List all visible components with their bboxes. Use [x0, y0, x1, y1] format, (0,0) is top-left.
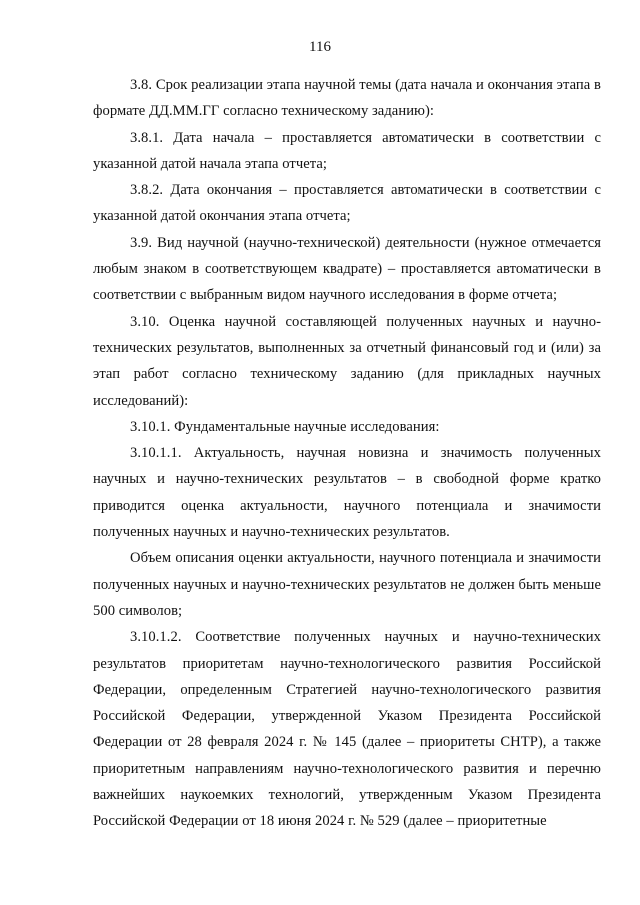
- paragraph-3-8: 3.8. Срок реализации этапа научной темы (дата начала и окончания этапа в формате ДД.ММ.ГГ согласно техническому заданию):: [93, 77, 601, 120]
- paragraph-3-10-1-2: 3.10.1.2. Соответствие полученных научных и научно-технических результатов приоритетам научно-технологического развития Российской Федерации, определенным Стратегией научно-технологического развития Российской Федерации, утвержденной Указом Президента Российской Федерации от 28 февраля 2024 г. № 145 (далее – приоритеты СНТР), а также приоритетным направлениям научно-технологического развития и перечню важнейших наукоемких технологий, утвержденным Указом Президента Российской Федерации от 18 июня 2024 г. № 529 (далее – приоритетные: [93, 629, 601, 830]
- page-number: 116: [309, 39, 331, 55]
- document-body: [93, 72, 601, 835]
- paragraph-3-10-1-1: 3.10.1.1. Актуальность, научная новизна и значимость полученных научных и научно-технических результатов – в свободной форме кратко приводится оценка актуальности, научного потенциала и значимости полученных научных и научно-технических результатов.: [93, 445, 601, 541]
- paragraph-3-10: 3.10. Оценка научной составляющей полученных научных и научно-технических результатов, выполненных за отчетный финансовый год и (или) за этап работ согласно техническому заданию (для прикладных научных исследований):: [93, 313, 601, 409]
- paragraph-3-10-1: 3.10.1. Фундаментальные научные исследования:: [130, 418, 440, 435]
- paragraph-3-9: 3.9. Вид научной (научно-технической) деятельности (нужное отмечается любым знаком в соответствующем квадрате) – проставляется автоматически в соответствии с выбранным видом научного исследования в форме отчета;: [93, 234, 601, 304]
- paragraph-3-8-1: 3.8.1. Дата начала – проставляется автоматически в соответствии с указанной датой начала этапа отчета;: [93, 129, 601, 172]
- paragraph-3-8-2: 3.8.2. Дата окончания – проставляется автоматически в соответствии с указанной датой окончания этапа отчета;: [93, 182, 601, 225]
- paragraph-volume-requirement: Объем описания оценки актуальности, научного потенциала и значимости полученных научных и научно-технических результатов не должен быть меньше 500 символов;: [93, 550, 601, 619]
